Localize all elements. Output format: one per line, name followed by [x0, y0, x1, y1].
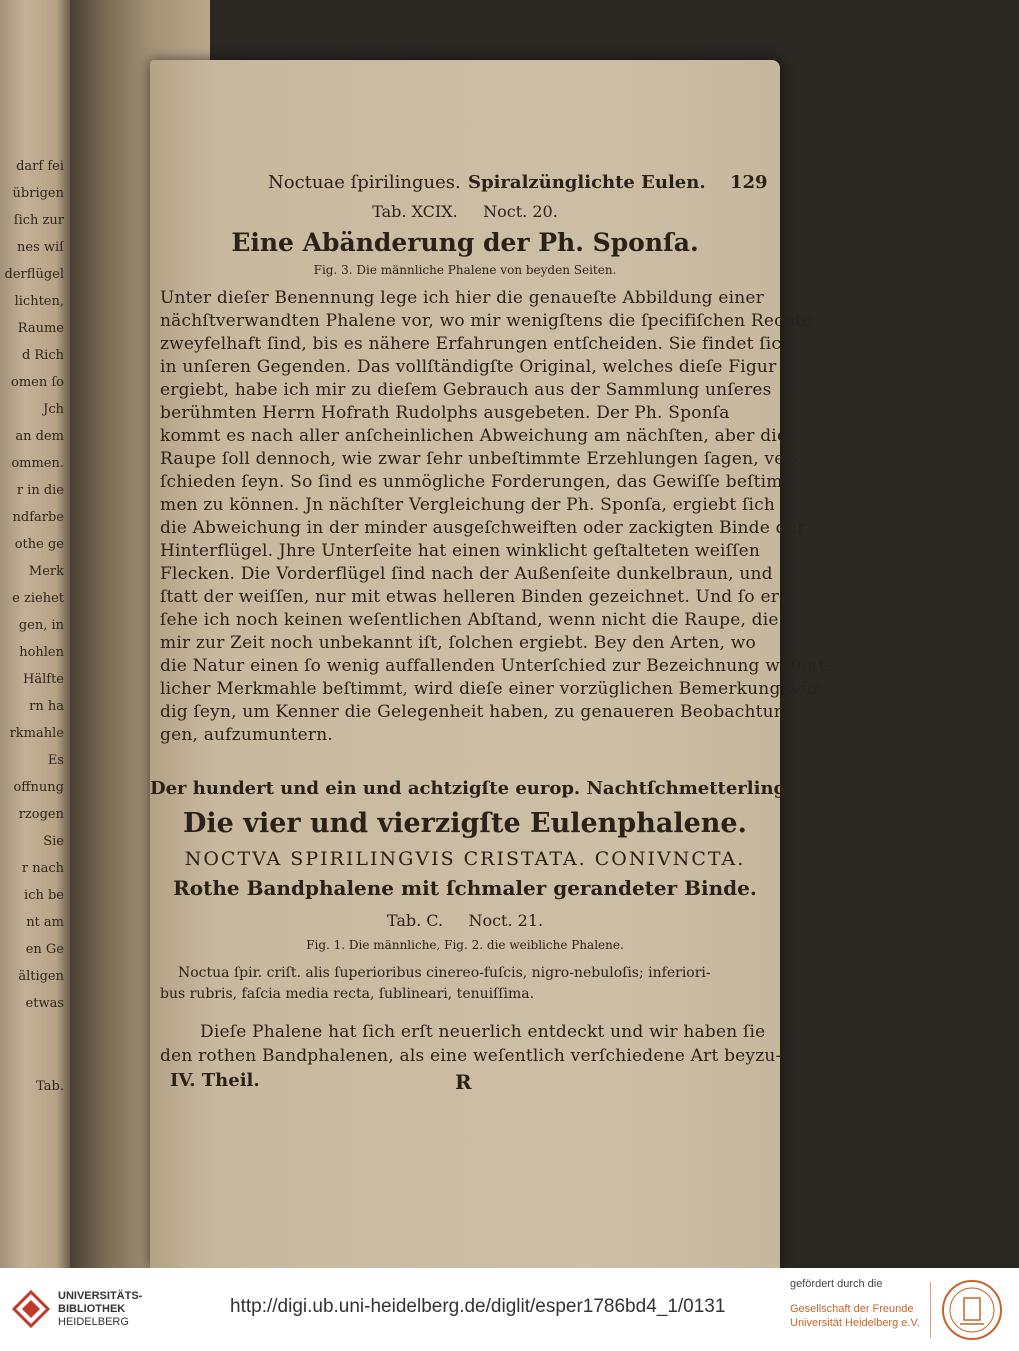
running-header-latin: Noctuae ſpirilingues.: [268, 172, 461, 193]
body-line: nächſtverwandten Phalene vor, wo mir wenigſtens die ſpecifiſchen Rechte: [160, 311, 813, 331]
body-line: gen, aufzumuntern.: [160, 725, 333, 745]
left-fragment: ſich zur: [13, 214, 64, 227]
left-fragment: an dem: [15, 430, 64, 443]
left-fragment: nt am: [26, 916, 64, 929]
running-header-german: Spiralzünglichte Eulen.: [468, 172, 706, 193]
sponsor-label: gefördert durch die: [790, 1278, 883, 1290]
section-heading: Eine Abänderung der Ph. Sponſa.: [231, 228, 699, 257]
body-line: ſtatt der weiſſen, nur mit etwas helleren Binden gezeichnet. Und ſo er-: [160, 587, 785, 607]
library-name: UNIVERSITÄTS- BIBLIOTHEK HEIDELBERG: [58, 1290, 143, 1328]
left-fragment: hohlen: [19, 646, 64, 659]
left-fragment: Raume: [17, 322, 64, 335]
body-line: ſchieden ſeyn. So ſind es unmögliche Forderungen, das Gewiſſe beſtim-: [160, 472, 789, 492]
left-fragment: etwas: [25, 997, 64, 1010]
body-line: ſehe ich noch keinen weſentlichen Abſtand, wenn nicht die Raupe, die: [160, 610, 779, 630]
body-line: dig ſeyn, um Kenner die Gelegenheit haben, zu genaueren Beobachtun-: [160, 702, 791, 722]
body-line: die Natur einen ſo wenig auffallenden Unterſchied zur Bezeichnung weſent-: [160, 656, 832, 676]
german-species-name: Rothe Bandphalene mit ſchmaler gerandeter Binde.: [173, 876, 757, 900]
left-fragment: Hälfte: [23, 673, 64, 686]
left-fragment: darf fei: [16, 160, 64, 173]
book-page: [150, 60, 832, 1268]
left-fragment: othe ge: [14, 538, 64, 551]
body-line: Raupe ſoll dennoch, wie zwar ſehr unbeſtimmte Erzehlungen ſagen, ver-: [160, 449, 799, 469]
left-fragment: ich be: [24, 889, 64, 902]
library-logo-icon: [12, 1290, 50, 1328]
body-line: Hinterflügel. Jhre Unterſeite hat einen winklicht geſtalteten weiſſen: [160, 541, 761, 561]
body-line: mir zur Zeit noch unbekannt iſt, ſolchen ergiebt. Bey den Arten, wo: [160, 633, 756, 653]
body-line: in unſeren Gegenden. Das vollſtändigſte Original, welches dieſe Figur: [160, 357, 777, 377]
left-fragment: Jch: [43, 403, 64, 416]
specimen-heading: Der hundert und ein und achtzigſte europ. Nachtſchmetterling.: [150, 778, 793, 799]
left-fragment: r in die: [16, 484, 64, 497]
body-line: berühmten Herrn Hofrath Rudolphs ausgebeten. Der Ph. Sponſa: [160, 403, 730, 423]
body-line: die Abweichung in der minder ausgeſchweiften oder zackigten Binde der: [160, 518, 806, 538]
left-fragment: ältigen: [18, 970, 64, 983]
left-fragment: lichten,: [14, 295, 64, 308]
left-fragment: derflügel: [4, 268, 64, 281]
footer-bar: [0, 1268, 1019, 1351]
left-fragment: Sie: [43, 835, 64, 848]
left-fragment: Tab.: [36, 1080, 64, 1093]
left-fragment: nes wiſ: [17, 241, 64, 254]
university-seal-icon: [940, 1278, 1004, 1342]
page-number: 129: [730, 172, 768, 193]
body-line: Flecken. Die Vorderflügel ſind nach der Außenſeite dunkelbraun, und: [160, 564, 773, 584]
left-fragment: rn ha: [29, 700, 64, 713]
body-line: ergiebt, habe ich mir zu dieſem Gebrauch aus der Sammlung unſeres: [160, 380, 772, 400]
species-heading: Die vier und vierzigſte Eulenphalene.: [183, 808, 747, 839]
permalink-url[interactable]: http://digi.ub.uni-heidelberg.de/diglit/esper1786bd4_1/0131: [230, 1296, 726, 1317]
plate-reference: Tab. XCIX. Noct. 20.: [372, 202, 558, 221]
figure-caption: Fig. 1. Die männliche, Fig. 2. die weibliche Phalene.: [306, 938, 624, 952]
body-line: licher Merkmahle beſtimmt, wird dieſe einer vorzüglichen Bemerkung wür-: [160, 679, 827, 699]
figure-caption: Fig. 3. Die männliche Phalene von beyden Seiten.: [313, 263, 617, 277]
body-line: men zu können. Jn nächſter Vergleichung der Ph. Sponſa, ergiebt ſich: [160, 495, 775, 515]
body-line: Dieſe Phalene hat ſich erſt neuerlich entdeckt und wir haben ſie: [200, 1022, 766, 1042]
left-fragment: Merk: [28, 565, 64, 578]
left-fragment: r nach: [21, 862, 64, 875]
left-fragment: rkmahle: [9, 727, 64, 740]
signature-volume: IV. Theil.: [170, 1070, 260, 1091]
latin-species-name: NOCTVA SPIRILINGVIS CRISTATA. CONIVNCTA.: [184, 848, 746, 870]
latin-diagnosis-line: bus rubris, faſcia media recta, ſublineari, tenuiſſima.: [160, 986, 535, 1002]
signature-mark: R: [455, 1070, 472, 1094]
footer-divider: [930, 1282, 931, 1338]
left-fragment: ommen.: [11, 457, 64, 470]
left-fragment: rzogen: [18, 808, 64, 821]
left-fragment: omen ſo: [11, 376, 64, 389]
left-fragment: en Ge: [25, 943, 64, 956]
left-fragment: gen, in: [18, 619, 64, 632]
body-line: den rothen Bandphalenen, als eine weſentlich verſchiedene Art beyzu-: [160, 1046, 782, 1066]
left-fragment: e ziehet: [12, 592, 64, 605]
plate-reference: Tab. C. Noct. 21.: [386, 911, 544, 930]
body-line: kommt es nach aller anſcheinlichen Abweichung am nächſten, aber die: [160, 426, 788, 446]
latin-diagnosis-line: Noctua ſpir. criſt. alis ſuperioribus cinereo-fuſcis, nigro-nebuloſis; inferiori-: [178, 965, 711, 981]
body-line: zweyfelhaft ſind, bis es nähere Erfahrungen entſcheiden. Sie findet ſich: [160, 334, 793, 354]
left-fragment: ndfarbe: [12, 511, 64, 524]
left-fragment: offnung: [13, 781, 64, 794]
left-fragment: übrigen: [12, 187, 64, 200]
body-line: Unter dieſer Benennung lege ich hier die genaueſte Abbildung einer: [160, 288, 764, 308]
sponsor-name: Gesellschaft der Freunde Universität Heidelberg e.V.: [790, 1303, 920, 1329]
left-fragment: d Rich: [21, 349, 64, 362]
left-fragment: Es: [47, 754, 64, 767]
left-page-edge: [0, 0, 70, 1268]
